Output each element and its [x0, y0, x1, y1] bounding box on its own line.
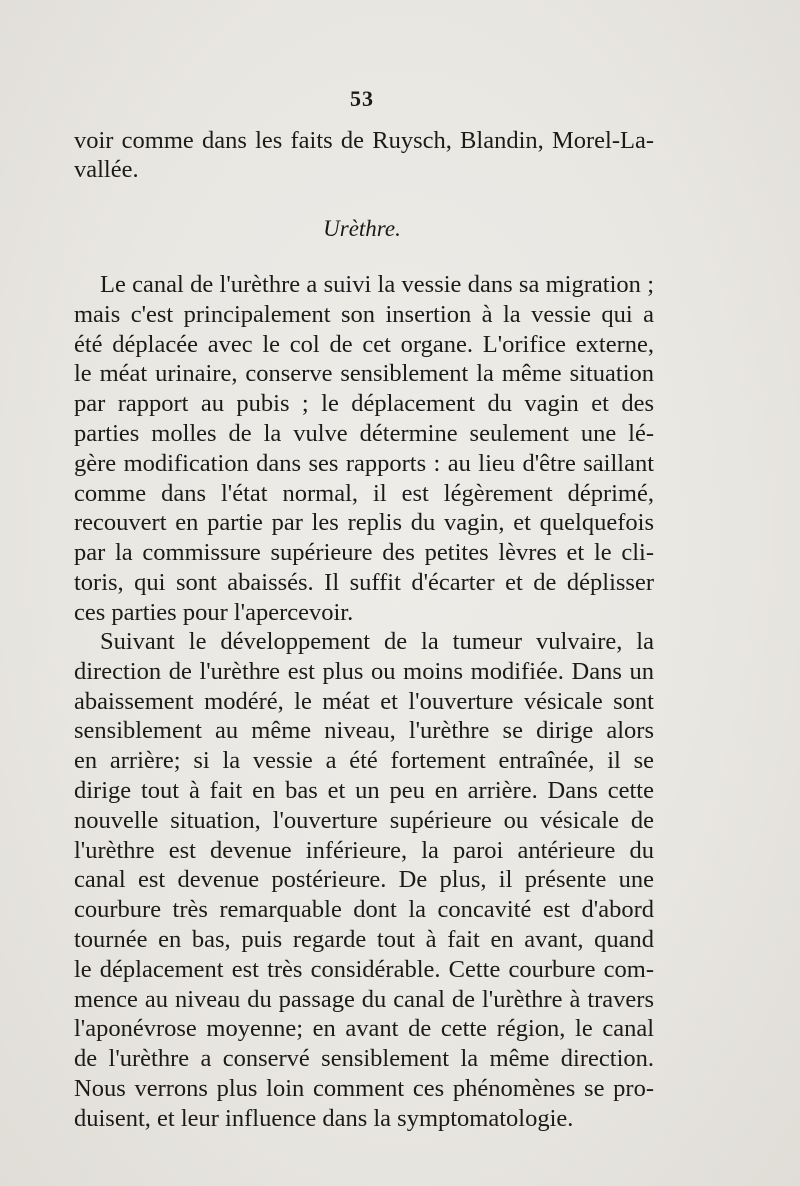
text-line: tournée en bas, puis regarde tout à fait en avant, quand [74, 925, 654, 953]
paragraph-3 [74, 627, 654, 1134]
text-line: parties molles de la vulve détermine seulement une lé- [74, 419, 654, 447]
text-line: nouvelle situation, l'ouverture supérieure ou vésicale de [74, 806, 654, 834]
text-line: courbure très remarquable dont la concavité est d'abord [74, 896, 654, 924]
text-line: vallée. [74, 156, 139, 184]
text-line: le déplacement est très considérable. Cette courbure com- [74, 955, 654, 983]
text-line: direction de l'urèthre est plus ou moins modifiée. Dans un [74, 657, 654, 685]
text-line: Nous verrons plus loin comment ces phénomènes se pro- [74, 1074, 654, 1102]
paragraph-2 [74, 270, 654, 628]
text-line: recouvert en partie par les replis du vagin, et quelquefois [74, 509, 654, 537]
text-line: gère modification dans ses rapports : au lieu d'être saillant [74, 449, 654, 477]
text-line: été déplacée avec le col de cet organe. L'orifice externe, [74, 330, 654, 358]
text-line: dirige tout à fait en bas et un peu en arrière. Dans cette [74, 776, 654, 804]
text-line: l'urèthre est devenue inférieure, la paroi antérieure du [74, 836, 654, 864]
text-line: toris, qui sont abaissés. Il suffit d'écarter et de déplisser [74, 568, 654, 596]
page-number: 53 [350, 86, 374, 111]
text-line: ces parties pour l'apercevoir. [74, 598, 354, 626]
text-line: Le canal de l'urèthre a suivi la vessie dans sa migration ; [100, 271, 654, 298]
text-line: canal est devenue postérieure. De plus, il présente une [74, 866, 654, 894]
text-line: l'aponévrose moyenne; en avant de cette région, le canal [74, 1015, 654, 1043]
text-line: sensiblement au même niveau, l'urèthre se dirige alors [74, 717, 654, 745]
text-line: par rapport au pubis ; le déplacement du vagin et des [74, 390, 654, 418]
text-line: Suivant le développement de la tumeur vulvaire, la [100, 628, 654, 655]
text-line: duisent, et leur influence dans la symptomatologie. [74, 1104, 574, 1132]
text-line: mais c'est principalement son insertion à la vessie qui a [74, 300, 654, 328]
text-line: abaissement modéré, le méat et l'ouverture vésicale sont [74, 687, 654, 715]
text-line: le méat urinaire, conserve sensiblement la même situation [74, 360, 654, 388]
text-line: de l'urèthre a conservé sensiblement la même direction. [74, 1045, 654, 1073]
text-line: mence au niveau du passage du canal de l'urèthre à travers [74, 985, 654, 1013]
text-line: par la commissure supérieure des petites lèvres et le cli- [74, 539, 654, 567]
section-heading: Urèthre. [323, 216, 401, 241]
text-line: comme dans l'état normal, il est légèrement déprimé, [74, 479, 654, 507]
text-line: voir comme dans les faits de Ruysch, Blandin, Morel-La- [74, 127, 654, 154]
text-line: en arrière; si la vessie a été fortement entraînée, il se [74, 747, 654, 775]
paragraph-1 [74, 126, 654, 185]
